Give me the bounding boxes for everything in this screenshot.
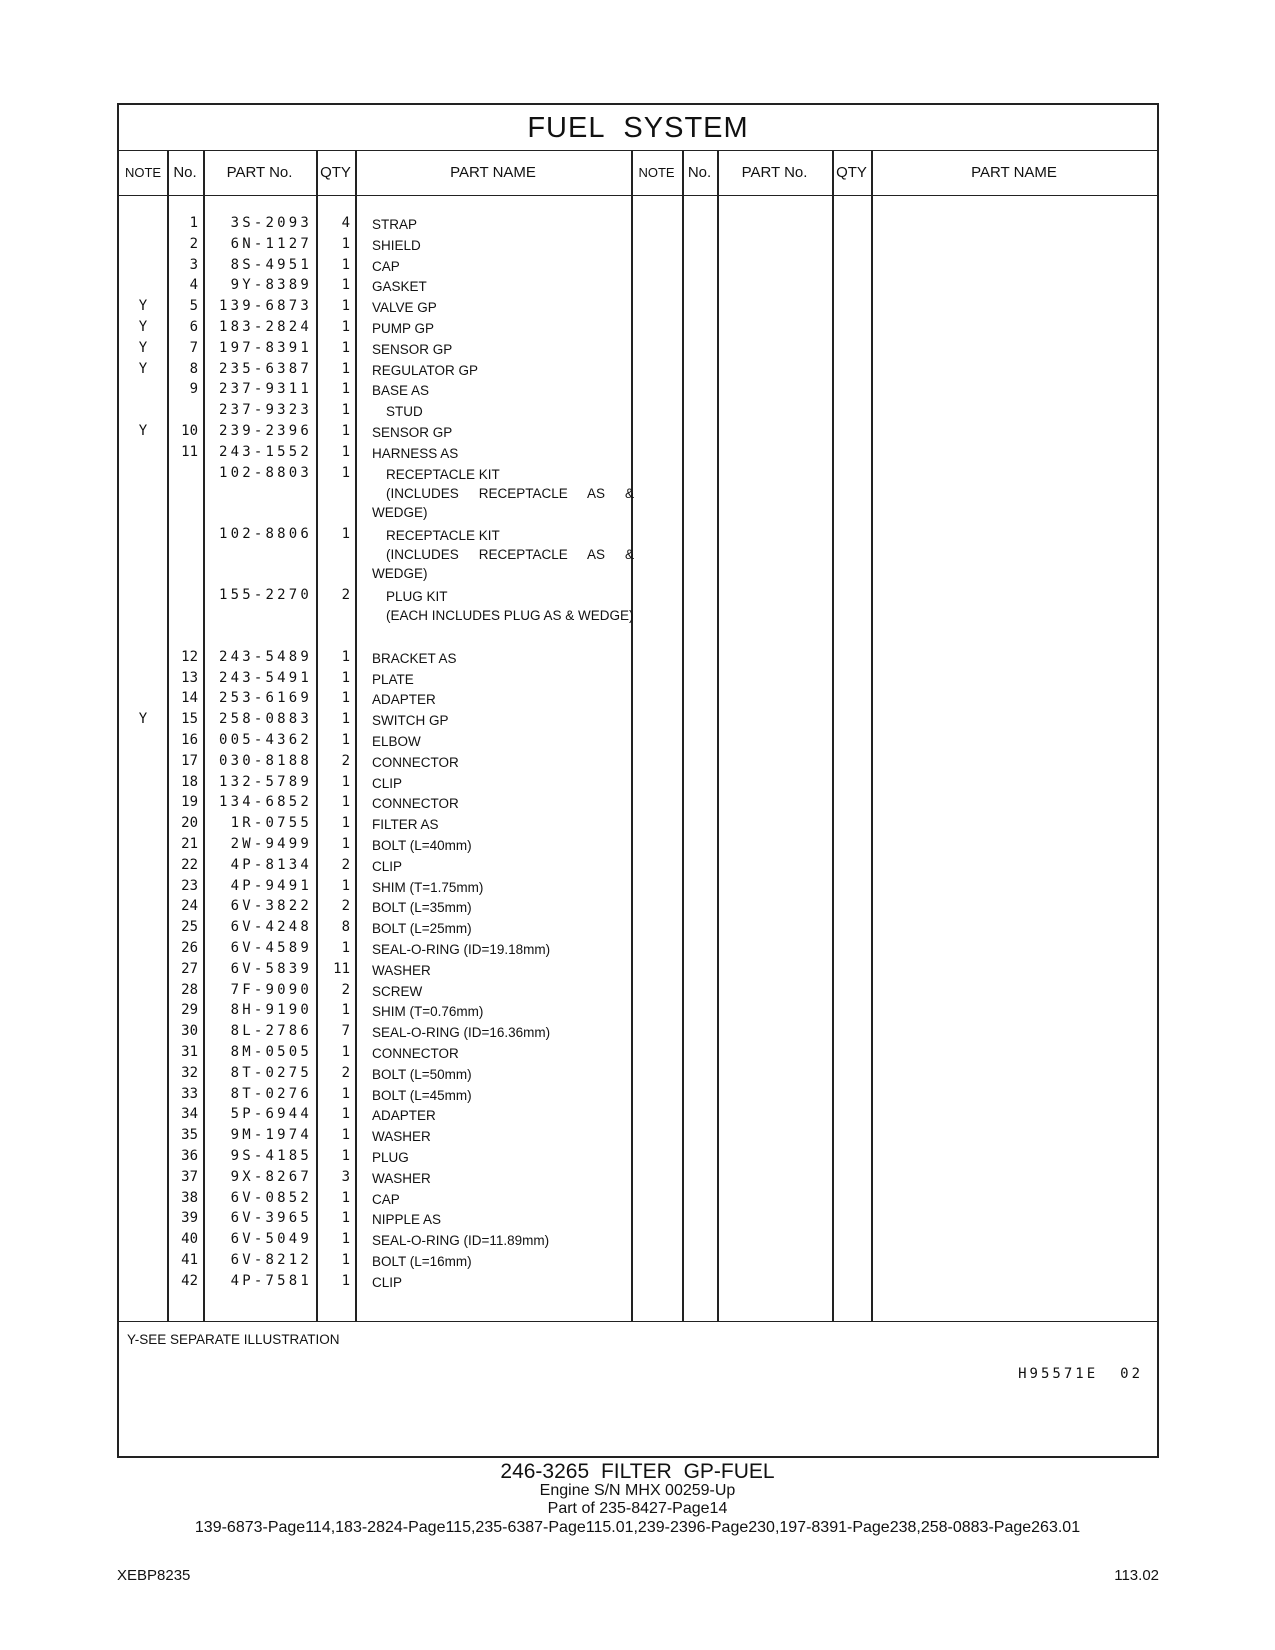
row-quantity: 1 [341, 319, 350, 335]
row-part-number: 4P-7581 [230, 1272, 312, 1289]
row-quantity: 1 [341, 1251, 350, 1268]
revision-number: 02 [1120, 1366, 1143, 1382]
row-part-number: 197-8391 [218, 339, 312, 356]
row-part-number: 9Y-8389 [230, 277, 312, 294]
row-quantity: 8 [341, 919, 350, 936]
row-part-number: 6V-5839 [230, 960, 312, 977]
row-quantity: 2 [341, 587, 350, 604]
row-number: 29 [181, 1002, 198, 1019]
row-quantity: 1 [341, 669, 350, 686]
row-part-number: 4P-9491 [230, 877, 312, 894]
row-part-number: 6V-4589 [230, 939, 312, 956]
row-part-name [372, 1273, 634, 1292]
row-part-name [372, 236, 634, 255]
row-part-name [372, 1190, 634, 1209]
column-divider [316, 150, 318, 1322]
row-part-number: 8S-4951 [230, 256, 312, 273]
row-number: 12 [181, 648, 198, 665]
row-part-name [372, 961, 634, 980]
row-number: 17 [181, 752, 198, 769]
row-quantity: 2 [341, 752, 350, 769]
row-quantity: 1 [341, 711, 350, 728]
row-part-name-text: SEAL-O-RING (ID=19.18mm) [372, 941, 551, 957]
row-quantity: 1 [341, 773, 350, 790]
row-note: Y [138, 423, 148, 439]
header-no-2: No. [687, 164, 712, 181]
row-part-name-text: ADAPTER [372, 1108, 436, 1124]
row-part-name [372, 1106, 634, 1125]
row-quantity: 1 [341, 1106, 350, 1123]
row-quantity: 1 [341, 339, 350, 356]
row-quantity: 1 [341, 690, 350, 707]
row-part-number: 258-0883 [218, 711, 312, 728]
header-no: No. [173, 164, 197, 181]
row-part-name-text: SEAL-O-RING (ID=16.36mm) [372, 1025, 551, 1041]
row-part-description: (INCLUDES RECEPTACLE AS & WEDGE) [372, 547, 634, 581]
row-part-number: 8M-0505 [230, 1043, 312, 1060]
row-quantity: 7 [341, 1023, 350, 1040]
row-quantity: 1 [341, 402, 350, 419]
column-divider [871, 150, 873, 1322]
parts-sheet [117, 103, 1159, 1458]
row-part-number: 6N-1127 [230, 235, 312, 252]
row-number: 11 [181, 443, 198, 460]
row-part-number: 102-8806 [218, 526, 312, 542]
row-note: Y [138, 319, 148, 335]
row-quantity: 2 [341, 898, 350, 915]
row-part-name [372, 423, 634, 442]
page-references: 139-6873-Page114,183-2824-Page115,235-6387-Page115.01,239-2396-Page230,197-8391-Page238,258-0883-Page263.01 [194, 1519, 1081, 1536]
row-part-name-text: SHIELD [372, 237, 421, 253]
page-title: FUEL SYSTEM [119, 105, 1157, 151]
row-part-name [372, 257, 634, 276]
row-part-name-text: CAP [372, 258, 400, 274]
row-number: 7 [189, 339, 198, 356]
row-quantity: 1 [341, 731, 350, 748]
header-part-name: PART NAME [450, 164, 536, 181]
row-part-name-text: RECEPTACLE KIT [386, 466, 500, 482]
row-part-number: 6V-0852 [230, 1189, 312, 1206]
row-part-name-text: BOLT (L=16mm) [372, 1253, 472, 1269]
row-part-name-text: PLUG [372, 1149, 409, 1165]
column-divider [355, 150, 357, 1322]
row-part-name-text: HARNESS AS [372, 445, 459, 461]
row-part-number: 3S-2093 [230, 215, 312, 231]
row-part-name-text: CLIP [372, 1274, 403, 1290]
row-part-number: 9X-8267 [230, 1168, 312, 1185]
row-part-number: 2W-9499 [230, 835, 312, 852]
row-number: 23 [181, 877, 198, 894]
row-part-name-text: RECEPTACLE KIT [386, 528, 500, 543]
row-part-name-text: REGULATOR GP [372, 362, 479, 378]
row-quantity: 1 [341, 939, 350, 956]
row-part-name-text: SCREW [372, 983, 423, 999]
row-part-name [372, 465, 634, 522]
row-part-name [372, 1169, 634, 1188]
row-part-number: 6V-4248 [230, 919, 312, 936]
row-number: 38 [181, 1189, 198, 1206]
row-note: Y [138, 339, 148, 356]
row-part-number: 155-2270 [218, 587, 312, 604]
header-qty: QTY [320, 164, 351, 181]
row-quantity: 1 [341, 423, 350, 439]
header-part-no-2: PART No. [741, 164, 808, 181]
row-number: 28 [181, 981, 198, 998]
row-quantity: 1 [341, 1231, 350, 1248]
row-part-number: 6V-8212 [230, 1251, 312, 1268]
row-number: 35 [181, 1127, 198, 1144]
row-part-name-text: BOLT (L=45mm) [372, 1087, 472, 1103]
row-part-number: 7F-9090 [230, 981, 312, 998]
row-part-number: 8L-2786 [230, 1023, 312, 1040]
row-part-name [372, 298, 634, 317]
row-number: 19 [181, 794, 198, 811]
row-number: 18 [181, 773, 198, 790]
row-number: 14 [181, 690, 198, 707]
row-part-number: 139-6873 [218, 298, 312, 315]
row-part-name-text: WASHER [372, 962, 431, 978]
row-part-name-text: VALVE GP [372, 300, 437, 316]
row-part-name-text: SENSOR GP [372, 425, 453, 440]
parent-reference: Part of 235-8427-Page14 [547, 1500, 728, 1517]
row-number: 25 [181, 919, 198, 936]
row-part-name-text: WASHER [372, 1129, 431, 1145]
row-part-number: 8T-0275 [230, 1064, 312, 1081]
assembly-title: 246-3265 FILTER GP-FUEL [500, 1460, 775, 1483]
row-number: 2 [189, 235, 198, 252]
row-part-name [372, 1044, 634, 1063]
row-part-name [372, 836, 634, 855]
row-number: 4 [189, 277, 198, 294]
header-qty-2: QTY [836, 164, 867, 181]
row-part-name [372, 711, 634, 730]
row-part-name-text: SEAL-O-RING (ID=11.89mm) [372, 1233, 550, 1249]
row-number: 9 [189, 381, 198, 398]
row-part-name [372, 794, 634, 813]
row-part-name-text: CONNECTOR [372, 754, 459, 770]
row-part-name-text: PUMP GP [372, 321, 435, 336]
row-number: 41 [181, 1251, 198, 1268]
row-part-number: 239-2396 [218, 423, 312, 439]
row-part-name [372, 1127, 634, 1146]
row-part-name [372, 444, 634, 463]
row-number: 22 [181, 856, 198, 873]
row-part-number: 243-5491 [218, 669, 312, 686]
row-number: 32 [181, 1064, 198, 1081]
row-part-number: 1R-0755 [230, 815, 312, 832]
row-number: 42 [181, 1272, 198, 1289]
document-id: XEBP8235 [117, 1567, 191, 1584]
row-part-number: 243-5489 [218, 648, 312, 665]
row-number: 26 [181, 939, 198, 956]
row-part-number: 134-6852 [218, 794, 312, 811]
row-part-number: 5P-6944 [230, 1106, 312, 1123]
row-quantity: 2 [341, 1064, 350, 1081]
row-number: 21 [181, 835, 198, 852]
row-part-name [372, 1086, 634, 1105]
row-part-name-text: CAP [372, 1191, 400, 1207]
row-part-number: 237-9311 [218, 381, 312, 398]
row-quantity: 1 [341, 794, 350, 811]
row-quantity: 1 [341, 1043, 350, 1060]
header-part-no: PART No. [226, 164, 293, 181]
row-part-name [372, 919, 634, 938]
row-quantity: 1 [341, 1085, 350, 1102]
row-part-name [372, 690, 634, 709]
row-part-name [372, 649, 634, 668]
row-part-name-text: BRACKET AS [372, 650, 457, 666]
row-part-name [372, 1148, 634, 1167]
row-number: 40 [181, 1231, 198, 1248]
row-part-name-text: PLATE [372, 671, 414, 687]
row-part-name [372, 898, 634, 917]
row-quantity: 1 [341, 835, 350, 852]
row-quantity: 1 [341, 256, 350, 273]
row-part-number: 6V-3965 [230, 1210, 312, 1227]
row-quantity: 1 [341, 1147, 350, 1164]
row-part-name-text: SHIM (T=0.76mm) [372, 1004, 484, 1020]
row-quantity: 1 [341, 381, 350, 398]
row-quantity: 1 [341, 443, 350, 460]
row-part-name-text: ELBOW [372, 733, 421, 749]
row-number: 5 [189, 298, 198, 315]
footer-divider [119, 1321, 1157, 1322]
row-part-name [372, 878, 634, 897]
row-number: 8 [189, 360, 198, 377]
row-quantity: 1 [341, 1210, 350, 1227]
page-number: 113.02 [1114, 1567, 1159, 1584]
row-part-name-text: NIPPLE AS [372, 1212, 442, 1228]
row-note: Y [138, 298, 148, 315]
row-part-name-text: GASKET [372, 279, 427, 295]
row-part-name [372, 277, 634, 296]
row-part-name-text: PLUG KIT [386, 589, 448, 605]
row-part-name [372, 774, 634, 793]
row-quantity: 2 [341, 981, 350, 998]
row-number: 20 [181, 815, 198, 832]
row-part-number: 9S-4185 [230, 1147, 312, 1164]
row-part-name-text: CLIP [372, 858, 403, 874]
row-quantity: 11 [333, 960, 350, 977]
row-part-name [372, 1023, 634, 1042]
header-note-2: NOTE [638, 165, 675, 180]
row-part-name [372, 732, 634, 751]
row-number: 33 [181, 1085, 198, 1102]
row-part-number: 6V-3822 [230, 898, 312, 915]
row-quantity: 1 [341, 815, 350, 832]
row-part-number: 132-5789 [218, 773, 312, 790]
row-part-number: 8T-0276 [230, 1085, 312, 1102]
serial-range: Engine S/N MHX 00259-Up [539, 1482, 736, 1499]
row-part-name-text: STRAP [372, 217, 418, 232]
header-note: NOTE [124, 165, 162, 180]
row-note: Y [138, 711, 148, 728]
row-part-name-text: CLIP [372, 775, 403, 791]
row-quantity: 1 [341, 464, 350, 481]
row-quantity: 3 [341, 1168, 350, 1185]
row-part-name-text: BASE AS [372, 383, 430, 399]
row-part-number: 030-8188 [218, 752, 312, 769]
row-note: Y [138, 360, 148, 377]
row-part-number: 183-2824 [218, 319, 312, 335]
row-number: 36 [181, 1147, 198, 1164]
row-part-number: 243-1552 [218, 443, 312, 460]
row-number: 16 [181, 731, 198, 748]
row-number: 30 [181, 1023, 198, 1040]
footnote: Y-SEE SEPARATE ILLUSTRATION [127, 1332, 340, 1347]
row-part-description: (EACH INCLUDES PLUG AS & WEDGE) [386, 608, 634, 624]
row-quantity: 1 [341, 1189, 350, 1206]
row-part-name-text: ADAPTER [372, 692, 436, 708]
row-number: 1 [189, 215, 198, 231]
row-part-name [372, 319, 634, 338]
row-part-number: 237-9323 [218, 402, 312, 419]
row-number: 3 [189, 256, 198, 273]
row-number: 15 [181, 711, 198, 728]
row-quantity: 1 [341, 1127, 350, 1144]
row-number: 31 [181, 1043, 198, 1060]
row-part-name [372, 587, 634, 625]
row-part-name-text: BOLT (L=40mm) [372, 837, 472, 853]
row-part-name-text: BOLT (L=50mm) [372, 1066, 472, 1082]
row-part-number: 235-6387 [218, 360, 312, 377]
row-number: 10 [181, 423, 198, 439]
row-quantity: 2 [341, 856, 350, 873]
row-part-name [372, 940, 634, 959]
row-part-name [372, 381, 634, 400]
drawing-number: H95571E [1018, 1366, 1099, 1382]
row-number: 24 [181, 898, 198, 915]
row-quantity: 1 [341, 648, 350, 665]
row-part-name-text: SHIM (T=1.75mm) [372, 879, 484, 895]
row-number: 39 [181, 1210, 198, 1227]
row-part-name [372, 670, 634, 689]
row-part-number: 6V-5049 [230, 1231, 312, 1248]
column-divider [682, 150, 684, 1322]
row-part-number: 253-6169 [218, 690, 312, 707]
row-part-name [372, 1231, 634, 1250]
row-part-name-text: SWITCH GP [372, 713, 449, 729]
row-number: 6 [189, 319, 198, 335]
row-part-name [372, 753, 634, 772]
row-part-name [372, 815, 634, 834]
row-quantity: 1 [341, 877, 350, 894]
row-part-name [372, 361, 634, 380]
row-number: 37 [181, 1168, 198, 1185]
row-quantity: 1 [341, 360, 350, 377]
row-part-name [372, 1252, 634, 1271]
row-part-name [372, 215, 634, 234]
row-part-number: 005-4362 [218, 731, 312, 748]
row-part-name-text: CONNECTOR [372, 796, 459, 812]
row-part-name-text: WASHER [372, 1170, 431, 1186]
row-part-number: 9M-1974 [230, 1127, 312, 1144]
row-quantity: 1 [341, 298, 350, 315]
column-divider [832, 150, 834, 1322]
row-part-name-text: FILTER AS [372, 817, 439, 833]
row-part-name [372, 1210, 634, 1229]
row-part-name-text: BOLT (L=25mm) [372, 921, 472, 937]
row-part-name [372, 857, 634, 876]
column-divider [717, 150, 719, 1322]
drawing-code [1018, 1366, 1143, 1382]
row-part-name [372, 402, 634, 421]
row-quantity: 1 [341, 1272, 350, 1289]
row-part-description: (INCLUDES RECEPTACLE AS & WEDGE) [372, 485, 634, 520]
row-part-name [372, 340, 634, 359]
row-part-name [372, 526, 634, 583]
row-number: 13 [181, 669, 198, 686]
row-part-name [372, 1065, 634, 1084]
row-part-name [372, 982, 634, 1001]
row-quantity: 1 [341, 526, 350, 542]
row-quantity: 1 [341, 1002, 350, 1019]
row-part-number: 102-8803 [218, 464, 312, 481]
header-part-name-2: PART NAME [971, 164, 1057, 181]
row-part-name [372, 1002, 634, 1021]
row-part-number: 8H-9190 [230, 1002, 312, 1019]
row-part-name-text: SENSOR GP [372, 341, 453, 357]
row-number: 27 [181, 960, 198, 977]
row-quantity: 4 [341, 215, 350, 231]
row-part-name-text: BOLT (L=35mm) [372, 900, 472, 916]
row-part-number: 4P-8134 [230, 856, 312, 873]
row-quantity: 1 [341, 277, 350, 294]
column-header-row [119, 150, 1157, 196]
row-part-name-text: STUD [386, 404, 423, 420]
row-number: 34 [181, 1106, 198, 1123]
row-part-name-text: CONNECTOR [372, 1045, 459, 1061]
row-quantity: 1 [341, 235, 350, 252]
